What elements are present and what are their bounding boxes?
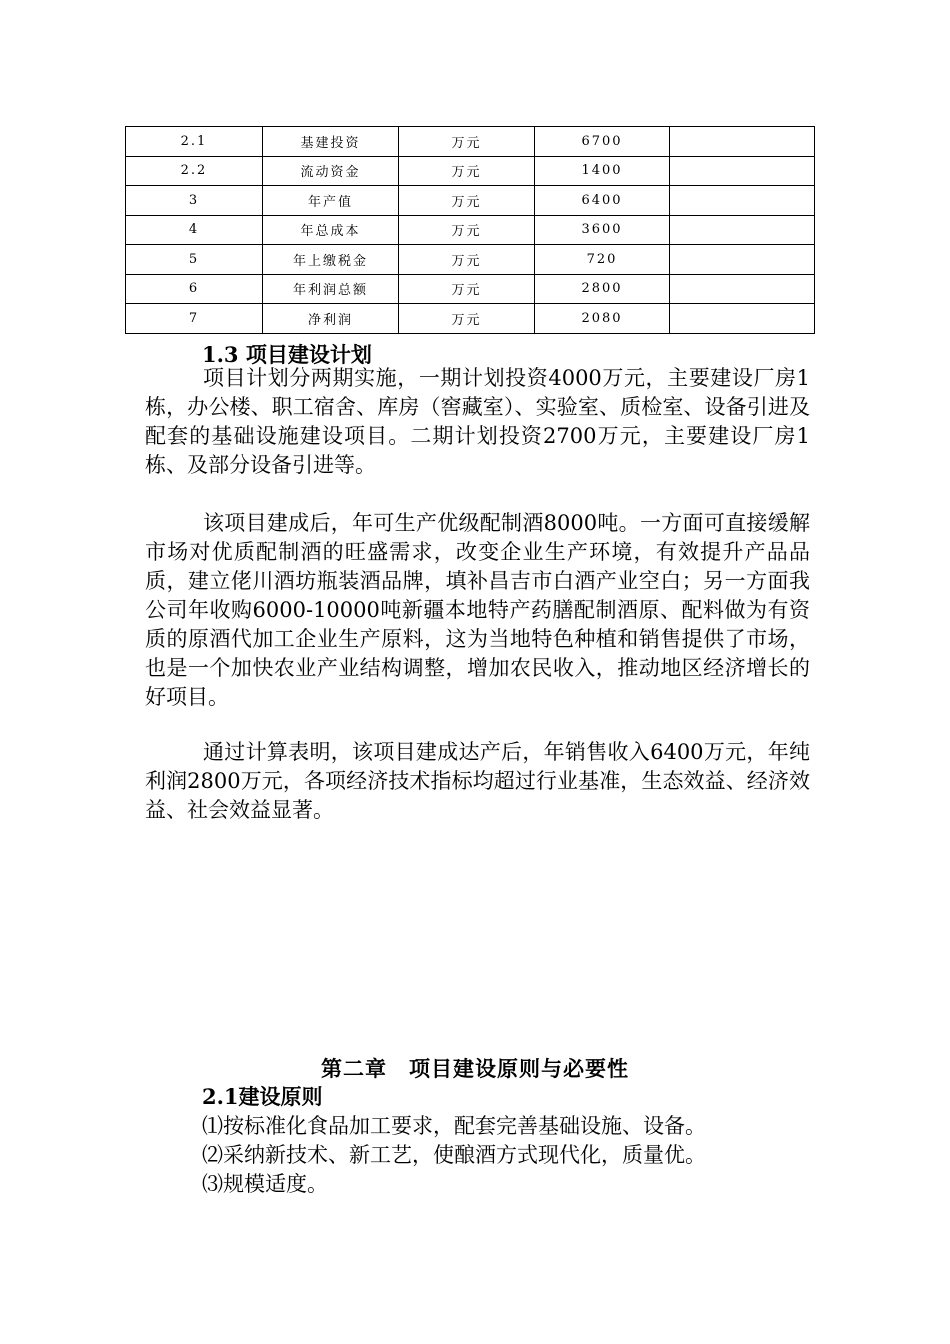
section-heading-1-3: 1.3 项目建设计划 bbox=[202, 342, 372, 367]
table-cell-value: 6700 bbox=[535, 127, 670, 157]
table-cell-unit: 万元 bbox=[399, 186, 535, 216]
principle-item-2: ⑵采纳新技术、新工艺，使酿酒方式现代化，质量优。 bbox=[202, 1143, 706, 1167]
table-cell-row-number: 2.1 bbox=[126, 127, 263, 157]
table-cell-unit: 万元 bbox=[399, 215, 535, 245]
table-cell-unit: 万元 bbox=[399, 127, 535, 157]
table-cell-item-name: 基建投资 bbox=[263, 127, 399, 157]
paragraph-plan: 项目计划分两期实施，一期计划投资4000万元，主要建设厂房1栋，办公楼、职工宿舍、库房（窖藏室）、实验室、质检室、设备引进及配套的基础设施建设项目。二期计划投资2700万元，主要建设厂房1栋、及部分设备引进等。 bbox=[145, 366, 810, 477]
table-cell-row-number: 7 bbox=[126, 304, 263, 334]
table-cell-remark bbox=[670, 186, 815, 216]
table-cell-remark bbox=[670, 215, 815, 245]
table-cell-unit: 万元 bbox=[399, 245, 535, 275]
section-heading-2-1: 2.1建设原则 bbox=[202, 1084, 323, 1109]
table-row bbox=[126, 186, 815, 216]
chapter-title: 第二章 项目建设原则与必要性 bbox=[321, 1056, 629, 1081]
table-cell-row-number: 3 bbox=[126, 186, 263, 216]
table-row bbox=[126, 245, 815, 275]
table-cell-value: 3600 bbox=[535, 215, 670, 245]
principle-item-3: ⑶规模适度。 bbox=[202, 1172, 328, 1196]
table-cell-unit: 万元 bbox=[399, 274, 535, 304]
table-cell-row-number: 6 bbox=[126, 274, 263, 304]
table-row bbox=[126, 127, 815, 157]
table-cell-item-name: 年上缴税金 bbox=[263, 245, 399, 275]
investment-table bbox=[125, 126, 815, 334]
table-row bbox=[126, 274, 815, 304]
table-cell-value: 1400 bbox=[535, 156, 670, 186]
table-cell-value: 2080 bbox=[535, 304, 670, 334]
paragraph-benefits: 该项目建成后，年可生产优级配制酒8000吨。一方面可直接缓解市场对优质配制酒的旺盛需求，改变企业生产环境，有效提升产品品质，建立佬川酒坊瓶装酒品牌，填补昌吉市白酒产业空白；另一方面我公司年收购6000-10000吨新疆本地特产药膳配制酒原、配料做为有资质的原酒代加工企业生产原料，这为当地特色种植和销售提供了市场，也是一个加快农业产业结构调整，增加农民收入，推动地区经济增长的好项目。 bbox=[145, 511, 810, 709]
table-cell-remark bbox=[670, 274, 815, 304]
table-cell-remark bbox=[670, 304, 815, 334]
table-cell-unit: 万元 bbox=[399, 304, 535, 334]
table-cell-remark bbox=[670, 245, 815, 275]
table-cell-item-name: 年产值 bbox=[263, 186, 399, 216]
table-cell-value: 6400 bbox=[535, 186, 670, 216]
table-cell-unit: 万元 bbox=[399, 156, 535, 186]
table-cell-remark bbox=[670, 127, 815, 157]
table-cell-value: 2800 bbox=[535, 274, 670, 304]
paragraph-calculation: 通过计算表明，该项目建成达产后，年销售收入6400万元，年纯利润2800万元，各项经济技术指标均超过行业基准，生态效益、经济效益、社会效益显著。 bbox=[145, 740, 810, 822]
table-cell-item-name: 年利润总额 bbox=[263, 274, 399, 304]
table-cell-value: 720 bbox=[535, 245, 670, 275]
table-cell-row-number: 2.2 bbox=[126, 156, 263, 186]
table-cell-row-number: 4 bbox=[126, 215, 263, 245]
table-cell-row-number: 5 bbox=[126, 245, 263, 275]
principle-item-1: ⑴按标准化食品加工要求，配套完善基础设施、设备。 bbox=[202, 1114, 706, 1138]
table-body bbox=[126, 127, 815, 334]
table-row bbox=[126, 304, 815, 334]
table-cell-remark bbox=[670, 156, 815, 186]
table-cell-item-name: 年总成本 bbox=[263, 215, 399, 245]
table-cell-item-name: 净利润 bbox=[263, 304, 399, 334]
data-table-wrapper bbox=[125, 126, 815, 334]
table-row bbox=[126, 215, 815, 245]
table-row bbox=[126, 156, 815, 186]
table-cell-item-name: 流动资金 bbox=[263, 156, 399, 186]
